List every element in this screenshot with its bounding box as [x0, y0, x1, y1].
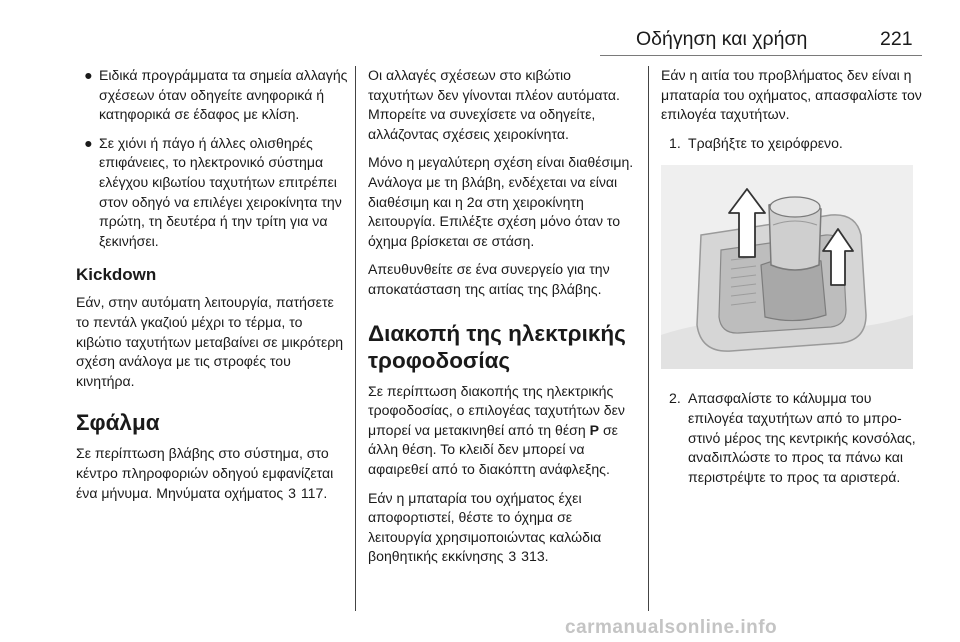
- paragraph: Οι αλλαγές σχέσεων στο κιβώτιο ταχυτήτων δεν γίνονται πλέον αυτόματα. Μπορείτε να συνεχίσετε να οδηγείτε, αλλάζοντας σχέσεις χειροκίνητα.: [368, 67, 620, 142]
- bullet-icon: ●: [84, 134, 93, 151]
- watermark: carmanualsonline.info: [565, 617, 778, 638]
- paragraph: Απευθυνθείτε σε ένα συνεργείο για την αποκατάσταση της αιτίας της βλάβης.: [368, 261, 610, 297]
- page-reference-link[interactable]: 313.: [521, 548, 549, 565]
- column-1: [76, 66, 348, 512]
- column-3: [661, 66, 925, 496]
- section-title: Οδήγηση και χρήση: [636, 28, 808, 50]
- paragraph: Εάν η αιτία του προβλήματος δεν είναι η μπαταρία του οχήματος, απασφαλίστε τον επιλογέα ταχυτήτων.: [661, 67, 922, 123]
- bullet-item: [76, 66, 348, 125]
- column-divider: [648, 66, 649, 611]
- step-number: 1.: [669, 134, 681, 151]
- fault-text: Σε περίπτωση βλάβης στο σύστημα, στο κέντρο πληροφοριών οδηγού εμφανίζεται ένα μήνυμα. Μηνύματα οχήματος: [76, 445, 334, 501]
- paragraph: Μόνο η μεγαλύτερη σχέση είναι διαθέσιμη. Ανάλογα με τη βλάβη, ενδέχεται να είναι διαθέσιμη και η 2α στη χειροκίνητη λειτουργία. Επιλέξτε σχέση μόνο όταν το όχημα βρίσκεται σε στάση.: [368, 154, 634, 249]
- gear-position-p: P: [589, 421, 600, 438]
- paragraph: [368, 489, 636, 567]
- step-item: [661, 134, 925, 154]
- paragraph-text: Σε περίπτωση διακοπής της ηλεκτρικής τροφοδοσίας, ο επιλογέας ταχυτήτων δεν μπορεί να μετακινηθεί από τη θέση: [368, 382, 625, 438]
- fault-paragraph: [76, 444, 348, 503]
- step-item: [661, 389, 925, 487]
- page-header: [0, 0, 960, 60]
- page-reference-link[interactable]: 117.: [300, 484, 328, 501]
- step-number: 2.: [669, 390, 681, 407]
- page-number: 221: [880, 28, 913, 50]
- paragraph-text: σε άλλη θέση. Το κλειδί δεν μπορεί να αφαιρεθεί από το διακόπτη ανάφλεξης.: [368, 421, 618, 477]
- gear-selector-illustration: [661, 165, 913, 369]
- bullet-item: [76, 134, 348, 252]
- header-rule: [600, 55, 922, 56]
- page-reference-icon: 3: [288, 484, 296, 501]
- page-reference-icon: 3: [508, 548, 517, 565]
- gear-selector-drawing: [661, 165, 913, 369]
- kickdown-heading: Kickdown: [76, 265, 157, 285]
- bullet-text: Σε χιόνι ή πάγο ή άλλες ολισθηρές επιφάνειες, το ηλεκτρονικό σύστημα ελέγχου κιβωτίου ταχυτήτων επιτρέπει στον οδηγό να επιλέγει χειροκίνητα την πρώτη, τη δευτέρα ή την τρίτη για να ξεκινήσει.: [99, 134, 342, 249]
- column-divider: [355, 66, 356, 611]
- column-2: [368, 66, 636, 576]
- step-text: Τραβήξτε το χειρόφρενο.: [688, 134, 843, 151]
- paragraph: [368, 382, 636, 480]
- power-interruption-heading: Διακοπή της ηλεκτρικής τροφοδοσίας: [368, 320, 626, 373]
- kickdown-paragraph: Εάν, στην αυτόματη λειτουργία, πατήσετε το πεντάλ γκαζιού μέχρι το τέρμα, το κιβώτιο ταχυτήτων μεταβαίνει σε μικρότερη σχέση ανάλογα με τις στροφές του κινητήρα.: [76, 294, 344, 389]
- fault-heading: Σφάλμα: [76, 410, 160, 436]
- bullet-icon: ●: [84, 67, 93, 83]
- step-text: Απασφαλίστε το κάλυμμα του επιλογέα ταχυτήτων από το μπροστινό μέρος της κεντρικής κονσόλας, αναδιπλώστε το προς τα πάνω και περιστρέψτε το προς τα αριστερά.: [688, 390, 916, 485]
- bullet-text: Ειδικά προγράμματα τα σημεία αλλαγής σχέσεων όταν οδηγείτε ανηφορικά ή κατηφορικά σε έδαφος με κλίση.: [99, 67, 348, 123]
- paragraph-text: Εάν η μπαταρία του οχήματος έχει αποφορτιστεί, θέστε το όχημα σε λειτουργία χρησιμοποιώντας καλώδια βοηθητικής εκκίνησης: [368, 489, 602, 565]
